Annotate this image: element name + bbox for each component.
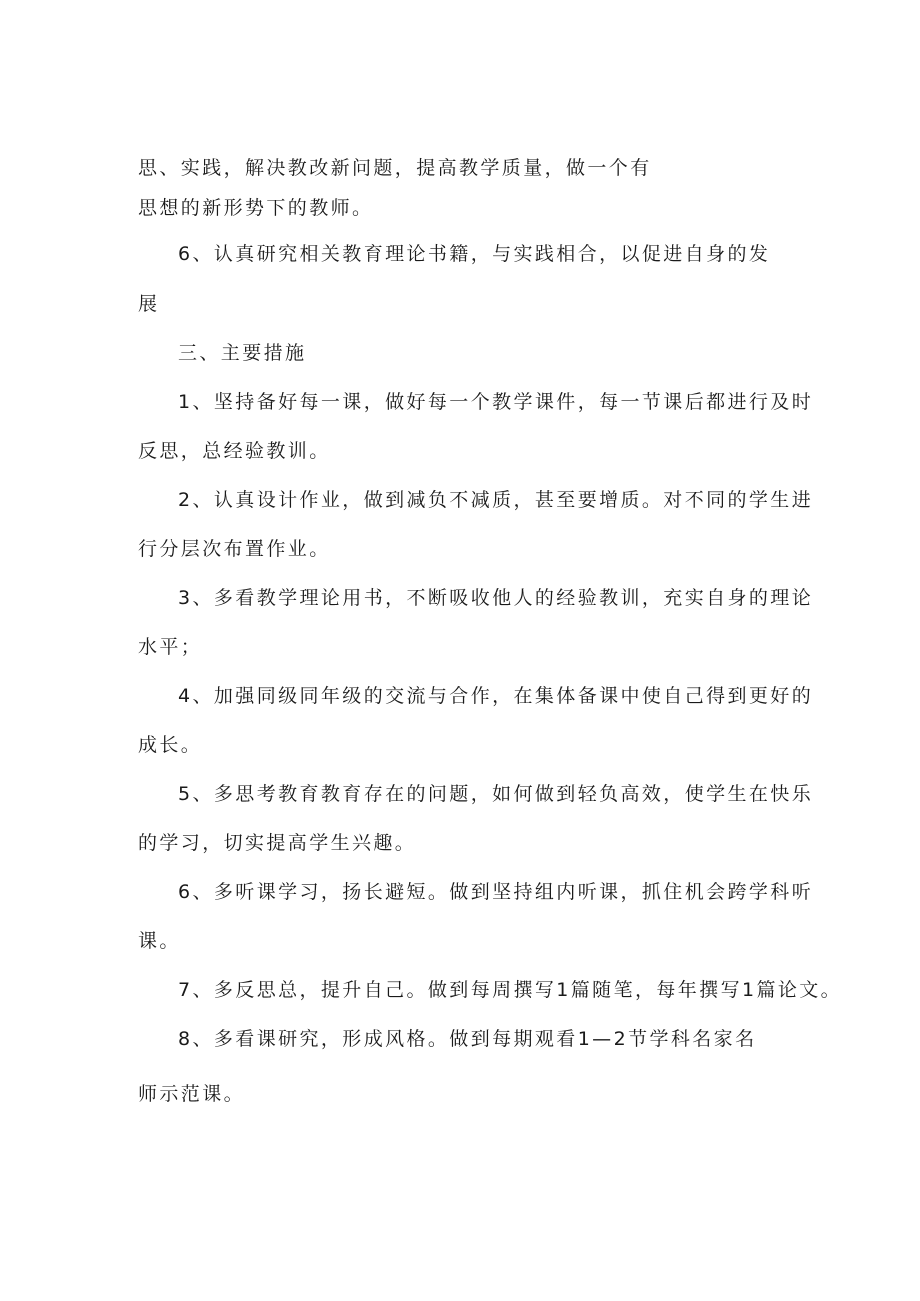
text-line: 反思，总经验教训。 bbox=[138, 440, 331, 462]
text-line: 师示范课。 bbox=[138, 1083, 246, 1105]
text-line: 8、多看课研究，形成风格。做到每期观看1—2节学科名家名 bbox=[178, 1028, 757, 1050]
text-line: 思想的新形势下的教师。 bbox=[138, 197, 374, 219]
text-line: 课。 bbox=[138, 930, 181, 952]
text-line: 6、认真研究相关教育理论书籍，与实践相合，以促进自身的发 bbox=[178, 243, 771, 265]
text-line: 水平； bbox=[138, 636, 203, 658]
text-line: 2、认真设计作业，做到减负不减质，甚至要增质。对不同的学生进 bbox=[178, 489, 814, 511]
text-line: 5、多思考教育教育存在的问题，如何做到轻负高效，使学生在快乐 bbox=[178, 783, 814, 805]
text-line: 7、多反思总，提升自己。做到每周撰写1篇随笔，每年撰写1篇论文。 bbox=[178, 979, 843, 1001]
text-line: 4、加强同级同年级的交流与合作，在集体备课中使自己得到更好的 bbox=[178, 685, 814, 707]
text-line: 3、多看教学理论用书，不断吸收他人的经验教训，充实自身的理论 bbox=[178, 587, 814, 609]
text-line: 展 bbox=[138, 293, 160, 315]
text-line: 6、多听课学习，扬长避短。做到坚持组内听课，抓住机会跨学科听 bbox=[178, 881, 814, 903]
text-line: 行分层次布置作业。 bbox=[138, 538, 331, 560]
text-line: 1、坚持备好每一课，做好每一个教学课件，每一节课后都进行及时 bbox=[178, 391, 814, 413]
section-heading: 三、主要措施 bbox=[178, 342, 307, 364]
text-line: 思、实践，解决教改新问题，提高教学质量，做一个有 bbox=[138, 157, 652, 179]
text-line: 成长。 bbox=[138, 734, 203, 756]
text-line: 的学习，切实提高学生兴趣。 bbox=[138, 832, 417, 854]
